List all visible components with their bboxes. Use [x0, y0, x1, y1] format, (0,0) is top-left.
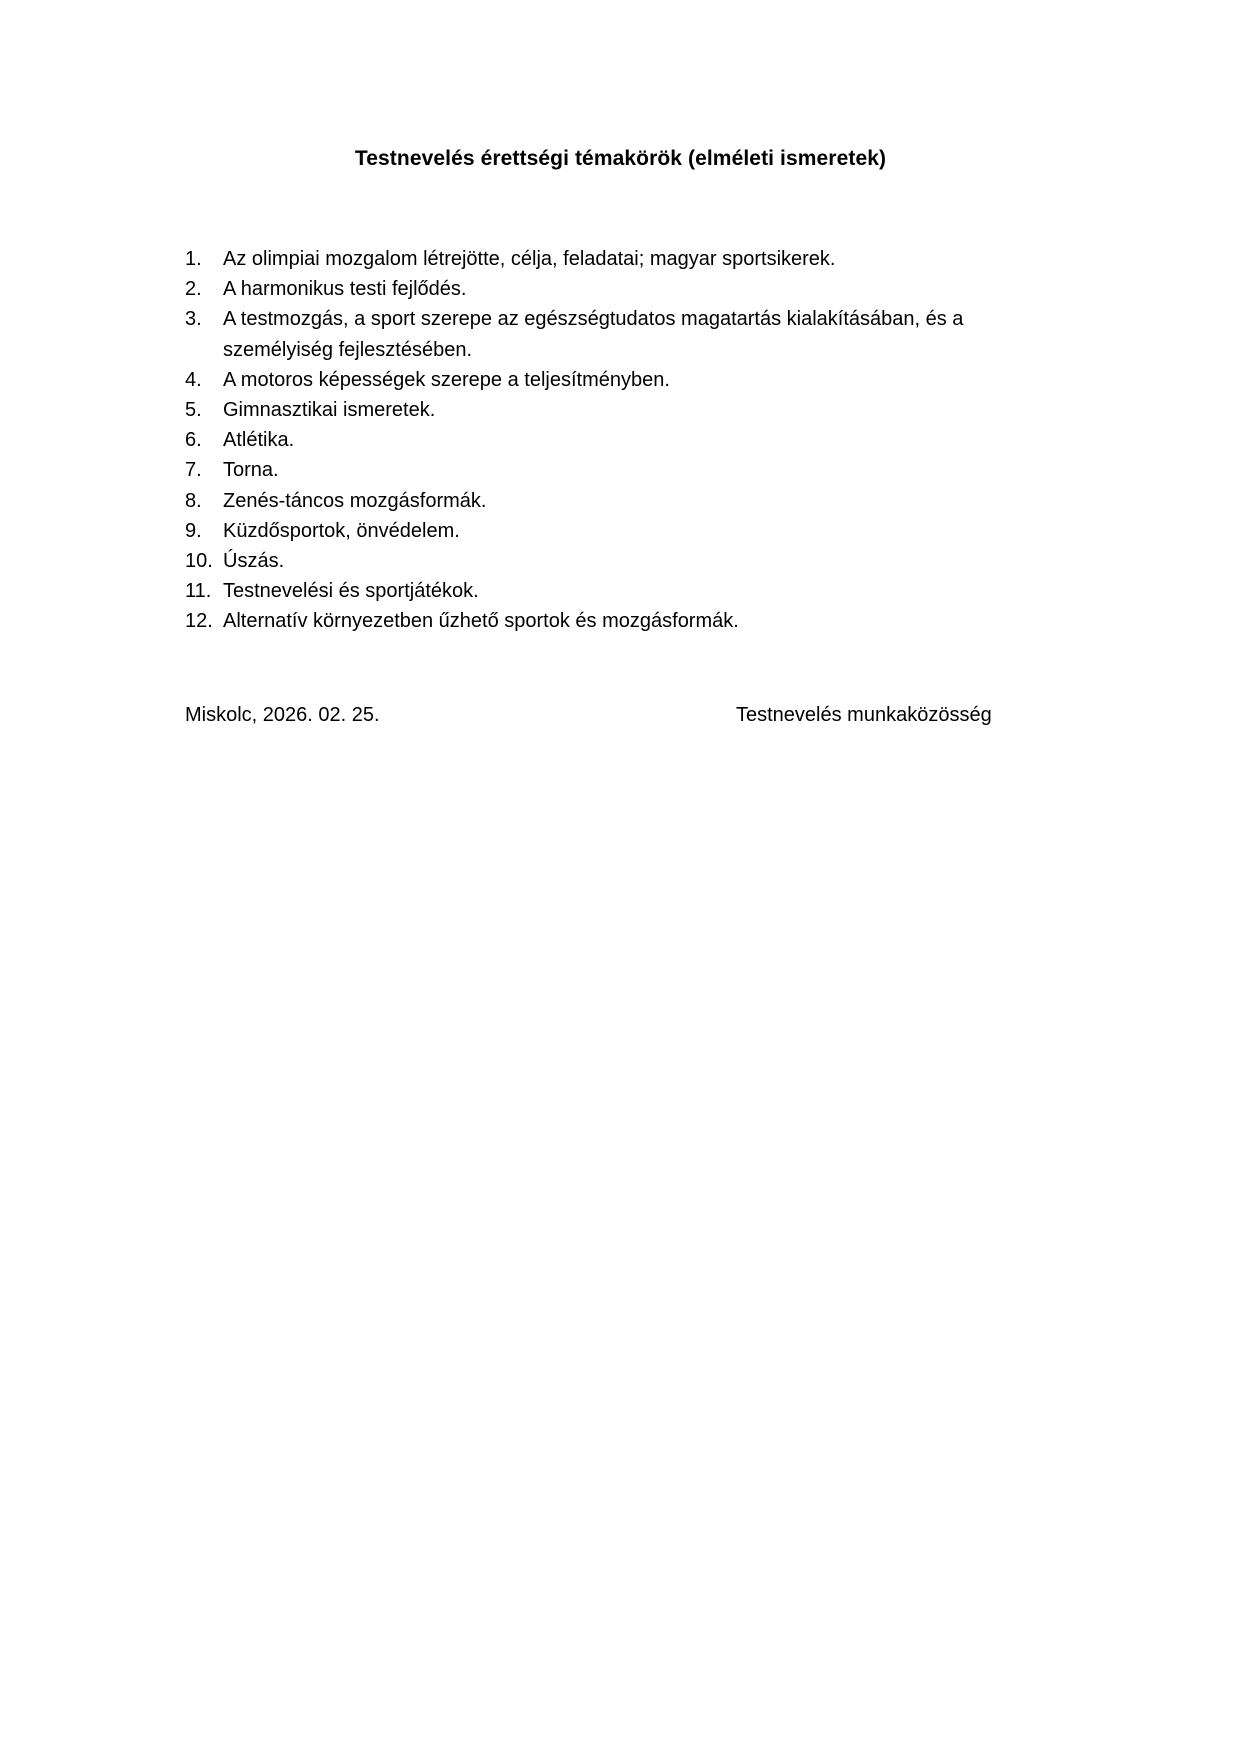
topic-text: Úszás.	[223, 550, 285, 573]
topic-item	[185, 486, 1015, 516]
topic-item	[185, 606, 1015, 636]
topic-number: 12.	[185, 610, 213, 633]
topic-list	[185, 244, 1015, 637]
topic-item	[185, 546, 1015, 576]
topic-number: 7.	[185, 459, 202, 482]
topic-text: Torna.	[223, 459, 279, 482]
topic-number: 4.	[185, 368, 202, 391]
topic-number: 11.	[185, 580, 212, 603]
topic-text: Testnevelési és sportjátékok.	[223, 580, 479, 603]
topic-text: Alternatív környezetben űzhető sportok és mozgásformák.	[223, 610, 739, 633]
topic-text: A motoros képességek szerepe a teljesítményben.	[223, 368, 670, 391]
topic-item	[185, 455, 1015, 485]
topic-number: 6.	[185, 429, 202, 452]
topic-item	[185, 425, 1015, 455]
topic-number: 2.	[185, 278, 202, 301]
topic-number: 1.	[185, 248, 202, 270]
topic-item	[185, 516, 1015, 546]
document-title: Testnevelés érettségi témakörök (elméleti ismeretek)	[354, 147, 887, 170]
topic-number: 5.	[185, 399, 202, 422]
topic-number: 3.	[185, 308, 202, 331]
topic-text: Küzdősportok, önvédelem.	[223, 519, 460, 542]
topic-item	[185, 395, 1015, 425]
place-and-date: Miskolc, 2026. 02. 25.	[185, 704, 380, 726]
topic-text: A harmonikus testi fejlődés.	[223, 278, 467, 301]
topic-text: Az olimpiai mozgalom létrejötte, célja, feladatai; magyar sportsikerek.	[223, 248, 836, 270]
signature-line: Testnevelés munkaközösség	[736, 704, 992, 726]
topic-item	[185, 244, 1015, 274]
topic-item	[185, 365, 1015, 395]
topic-number: 9.	[185, 519, 202, 542]
topic-text: Zenés-táncos mozgásformák.	[223, 489, 487, 512]
topic-item	[185, 304, 1015, 364]
topic-item	[185, 576, 1015, 606]
topic-item	[185, 274, 1015, 304]
topic-number: 10.	[185, 550, 213, 573]
topic-number: 8.	[185, 489, 202, 512]
topic-text: Gimnasztikai ismeretek.	[223, 399, 436, 422]
topic-text: Atlétika.	[223, 429, 295, 452]
topic-text: A testmozgás, a sport szerepe az egészségtudatos magatartás kialakításában, és a személyiség fejlesztésében.	[223, 308, 964, 361]
